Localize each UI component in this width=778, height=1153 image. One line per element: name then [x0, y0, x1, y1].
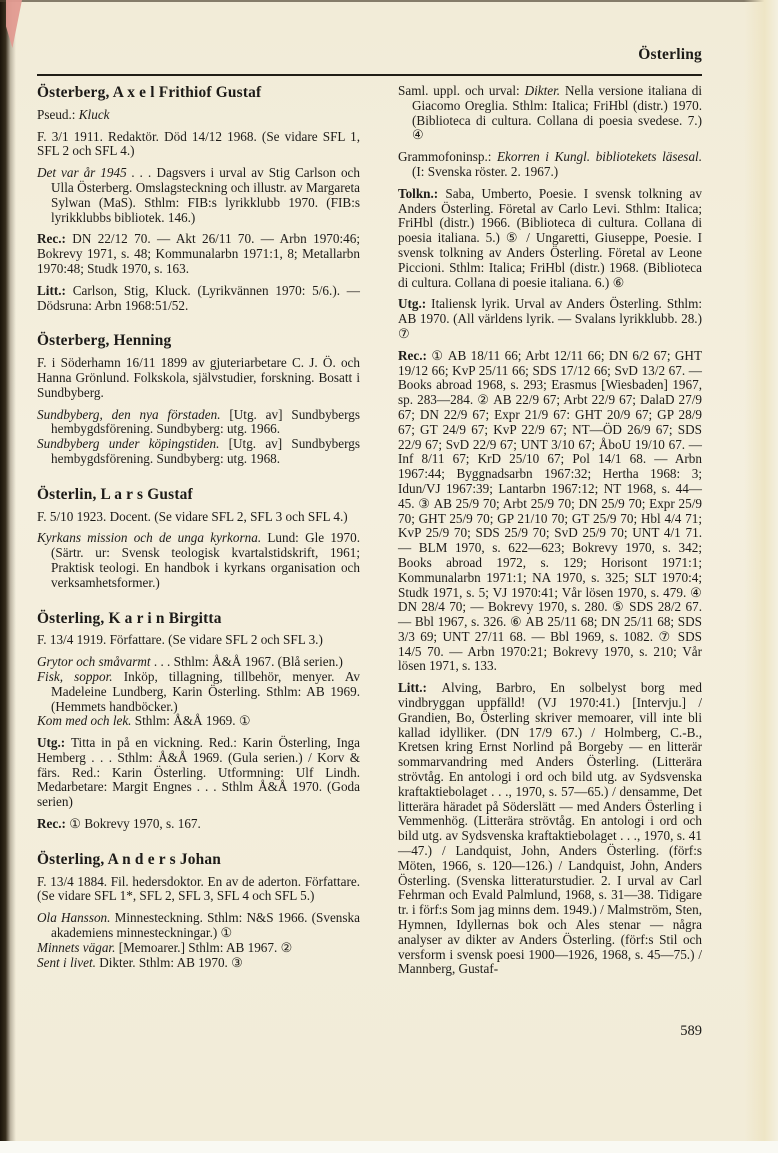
header-rule — [37, 74, 702, 76]
entry-heading-osterberg-henning: Österberg, Henning — [37, 332, 172, 350]
entry-heading-osterling-anders: Österling, A n d e r s Johan — [37, 850, 222, 868]
biography-line: F. i Söderhamn 16/11 1899 av gjuteriarbetare C. J. Ö. och Hanna Grönlund. Folkskola, självstudier, forskning. Bosatt i Sundbyberg. — [37, 355, 360, 400]
rec-paragraph: Rec.: DN 22/12 70. — Akt 26/11 70. — Arbn 1970:46; Bokrevy 1971, s. 48; Kommunalarbn 1971:1, 8; Metallarbn 1970:48; Studk 1970, s. 163. — [37, 231, 360, 276]
rec-paragraph: Rec.: ① Bokrevy 1970, s. 167. — [37, 816, 201, 832]
work-item: Ola Hansson. Minnesteckning. Sthlm: N&S 1966. (Svenska akademiens minnesteckningar.) ① — [37, 910, 360, 941]
work-item: Det var år 1945 . . . Dagsvers i urval av Stig Carlson och Ulla Österberg. Omslagsteckning och illustr. av Margareta Sylwan (MaS). Sthlm: FIB:s lyrikklubb 1970. (FIB:s lyrikklubbs bibliotek. 146.) — [37, 165, 360, 225]
entry-heading-osterberg-axel: Österberg, A x e l Frithiof Gustaf — [37, 84, 262, 101]
scan-edge-top — [0, 0, 778, 2]
page-number: 589 — [680, 1023, 702, 1039]
grammofoninsp-paragraph: Grammofoninsp.: Ekorren i Kungl. bibliotekets läsesal. (I: Svenska röster. 2. 1967.) — [398, 149, 702, 179]
work-item: Sundbyberg, den nya förstaden. [Utg. av] Sundbybergs hembygdsförening. Sundbyberg: utg. 1966. — [37, 406, 360, 437]
biography-line: F. 13/4 1919. Författare. (Se vidare SFL 2 och SFL 3.) — [37, 632, 323, 648]
work-item: Sent i livet. Dikter. Sthlm: AB 1970. ③ — [37, 954, 243, 970]
work-item: Kyrkans mission och de unga kyrkorna. Lund: Gle 1970. (Särtr. ur: Svensk teologisk kvartalstidskrift, 1961; Praktisk teologi. En handbok i kyrkans organisation och verksamhetsformer.) — [37, 530, 360, 590]
litt-paragraph: Litt.: Alving, Barbro, En solbelyst borg med vindbryggan uppfälld! (VJ 1970:41.) [Intervju.] / Grandien, Bo, Österling skriver memoarer, vill inte bli kallad idylliker. (DN 17/9 67.) / Holmberg, C.-B., Kretsen kring Ernst Norlind på Borgeby — en litterär sommarvandring med Anders Österling. (Litterära strövtåg. En antologi i ord och bild utg. av Sydsvenska kraftaktiebolaget . . ., 1970, s. 57—65.) / densamme, Det litterära häradet på Söderslätt — med Anders Österling i Vemmenhög. (Litterära strövtåg. En antologi i ord och bild utg. av Sydsvenska kraftaktiebolaget . . ., 1970, s. 41—47.) / Landquist, John, Anders Österling. (förf:s Möten, 1966, s. 120—126.) / Landquist, John, Anders Österling. (Svenska litteraturstudier. 2. I urval av Carl Fehrman och Evald Palmlund, 1968, s. 31—38. Tidigare tr. i förf:s Som jag minns dem. 1949.) / Malmström, Sten, Hymnen, Idyllernas bok och Ales stenar — några analyser av dikter av Anders Österling. (förf:s Stil och versform i svensk poesi 1900—1926, 1968, s. 45—75.) / Mannberg, Gustaf- — [398, 680, 702, 977]
entry-heading-osterlin-lars: Österlin, L a r s Gustaf — [37, 485, 193, 503]
work-item: Fisk, soppor. Inköp, tillagning, tillbehör, menyer. Av Madeleine Lundberg, Karin Österling. Sthlm: AB 1969. (Hemmets handböcker.) — [37, 668, 360, 714]
right-column — [398, 84, 702, 977]
running-header: Österling — [638, 46, 702, 63]
work-item: Kom med och lek. Sthlm: Å&Å 1969. ① — [37, 713, 251, 729]
entry-heading-osterling-karin: Österling, K a r i n Birgitta — [37, 609, 222, 627]
scan-edge-left — [0, 0, 16, 1153]
saml-paragraph: Saml. uppl. och urval: Dikter. Nella versione italiana di Giacomo Oreglia. Sthlm: Italica; FriHbl (distr.) 1970. (Biblioteca di cultura. Collana di poesia svedese. 7.) ④ — [398, 83, 702, 143]
biography-line: F. 3/1 1911. Redaktör. Död 14/12 1968. (Se vidare SFL 1, SFL 2 och SFL 4.) — [37, 128, 360, 159]
tolkn-paragraph: Tolkn.: Saba, Umberto, Poesie. I svensk tolkning av Anders Österling. Företal av Carlo Levi. Sthlm: Italica; FriHbl (distr.) 1966. (Biblioteca di cultura. Collana di poesia italiana. 5.) ⑤ / Ungaretti, Giuseppe, Poesie. I svensk tolkning av Anders Österling. Företal av Leone Piccioni. Sthlm: Italica; FriHbl (distr.) 1968. (Biblioteca di cultura. Collana di poesie italiana. 6.) ⑥ — [398, 185, 703, 290]
utg-paragraph: Utg.: Italiensk lyrik. Urval av Anders Österling. Sthlm: AB 1970. (All världens lyrik. — Svalans lyrikklubb. 28.) ⑦ — [398, 296, 702, 341]
pseudonym-line: Pseud.: Kluck — [37, 106, 110, 122]
rec-paragraph: Rec.: ① AB 18/11 66; Arbt 12/11 66; DN 6/2 67; GHT 19/12 66; KvP 25/11 66; SDS 17/12 66; SvD 13/2 67. — Books abroad 1968, s. 293; Erasmus [Wiesbaden] 1967, sp. 283—284. ② AB 22/9 67; Arbt 22/9 67; DalaD 27/9 67; DN 22/9 67; Expr 21/9 67: GHT 20/9 67; GP 28/9 67; GT 24/9 67; KvP 22/9 67; NT—ÖD 26/9 67; SDS 22/9 67; SvD 22/9 67; UNT 3/10 67; ÅboU 19/10 67. — Inf 8/11 67; KrD 25/10 67; Pol 14/1 68. — Arbn 1967:44; Byggnadsarbn 1967:32; Hertha 1968: 3; Idun/VJ 1967:39; Lantarbn 1967:12; NT 1968, s. 44—45. ③ AB 25/9 70; Arbt 25/9 70; DN 25/9 70; Expr 25/9 70; GHT 25/9 70; GP 21/10 70; GT 25/9 70; Hbl 4/4 71; KvP 25/9 70; SDS 25/9 70; SvD 25/9 70; UNT 4/1 71. — BLM 1970, s. 622—623; Bokrevy 1970, s. 342; Books abroad 1972, s. 129; Horisont 1971:1; Kommunalarbn 1971:1; NA 1970, s. 325; SLT 1970:4; Studk 1971, s. 5; VJ 1970:41; Vår lösen 1970, s. 479. ④ DN 28/4 70; — Bokrevy 1970, s. 280. ⑤ SDS 28/2 67. — Bbl 1967, s. 326. ⑥ AB 25/11 68; DN 25/11 68; SDS 3/3 69; UNT 27/11 68. — Bbl 1969, s. 1082. ⑦ SDS 14/5 70. — Arbn 1970:21; Bokrevy 1970, s. 210; Vår lösen 1971, s. 133. — [398, 347, 702, 674]
work-item: Grytor och småvarmt . . . Sthlm: Å&Å 1967. (Blå serien.) — [37, 654, 343, 670]
biography-line: F. 5/10 1923. Docent. (Se vidare SFL 2, SFL 3 och SFL 4.) — [37, 508, 348, 524]
utg-paragraph: Utg.: Titta in på en vickning. Red.: Karin Österling, Inga Hemberg . . . Sthlm: Å&Å 1969. (Gula serien.) / Korv & färs. Red.: Karin Österling. Utformning: Ulf Lindh. Medarbetare: Margit Engnes . . . Sthlm Å&Å 1970. (Goda serien) — [37, 735, 360, 810]
left-column — [37, 86, 360, 970]
page-edge-right — [744, 0, 778, 1153]
litt-paragraph: Litt.: Carlson, Stig, Kluck. (Lyrikvännen 1970: 5/6.). — Dödsruna: Arbn 1968:51/52. — [37, 282, 360, 313]
work-item: Sundbyberg under köpingstiden. [Utg. av] Sundbybergs hembygdsförening. Sundbyberg: utg. 1968. — [37, 436, 360, 466]
scan-edge-bottom — [0, 1141, 778, 1153]
work-item: Minnets vägar. [Memoarer.] Sthlm: AB 1967. ② — [37, 939, 293, 955]
biography-line: F. 13/4 1884. Fil. hedersdoktor. En av de aderton. Författare. (Se vidare SFL 1*, SFL 2, SFL 3, SFL 4 och SFL 5.) — [37, 873, 360, 904]
